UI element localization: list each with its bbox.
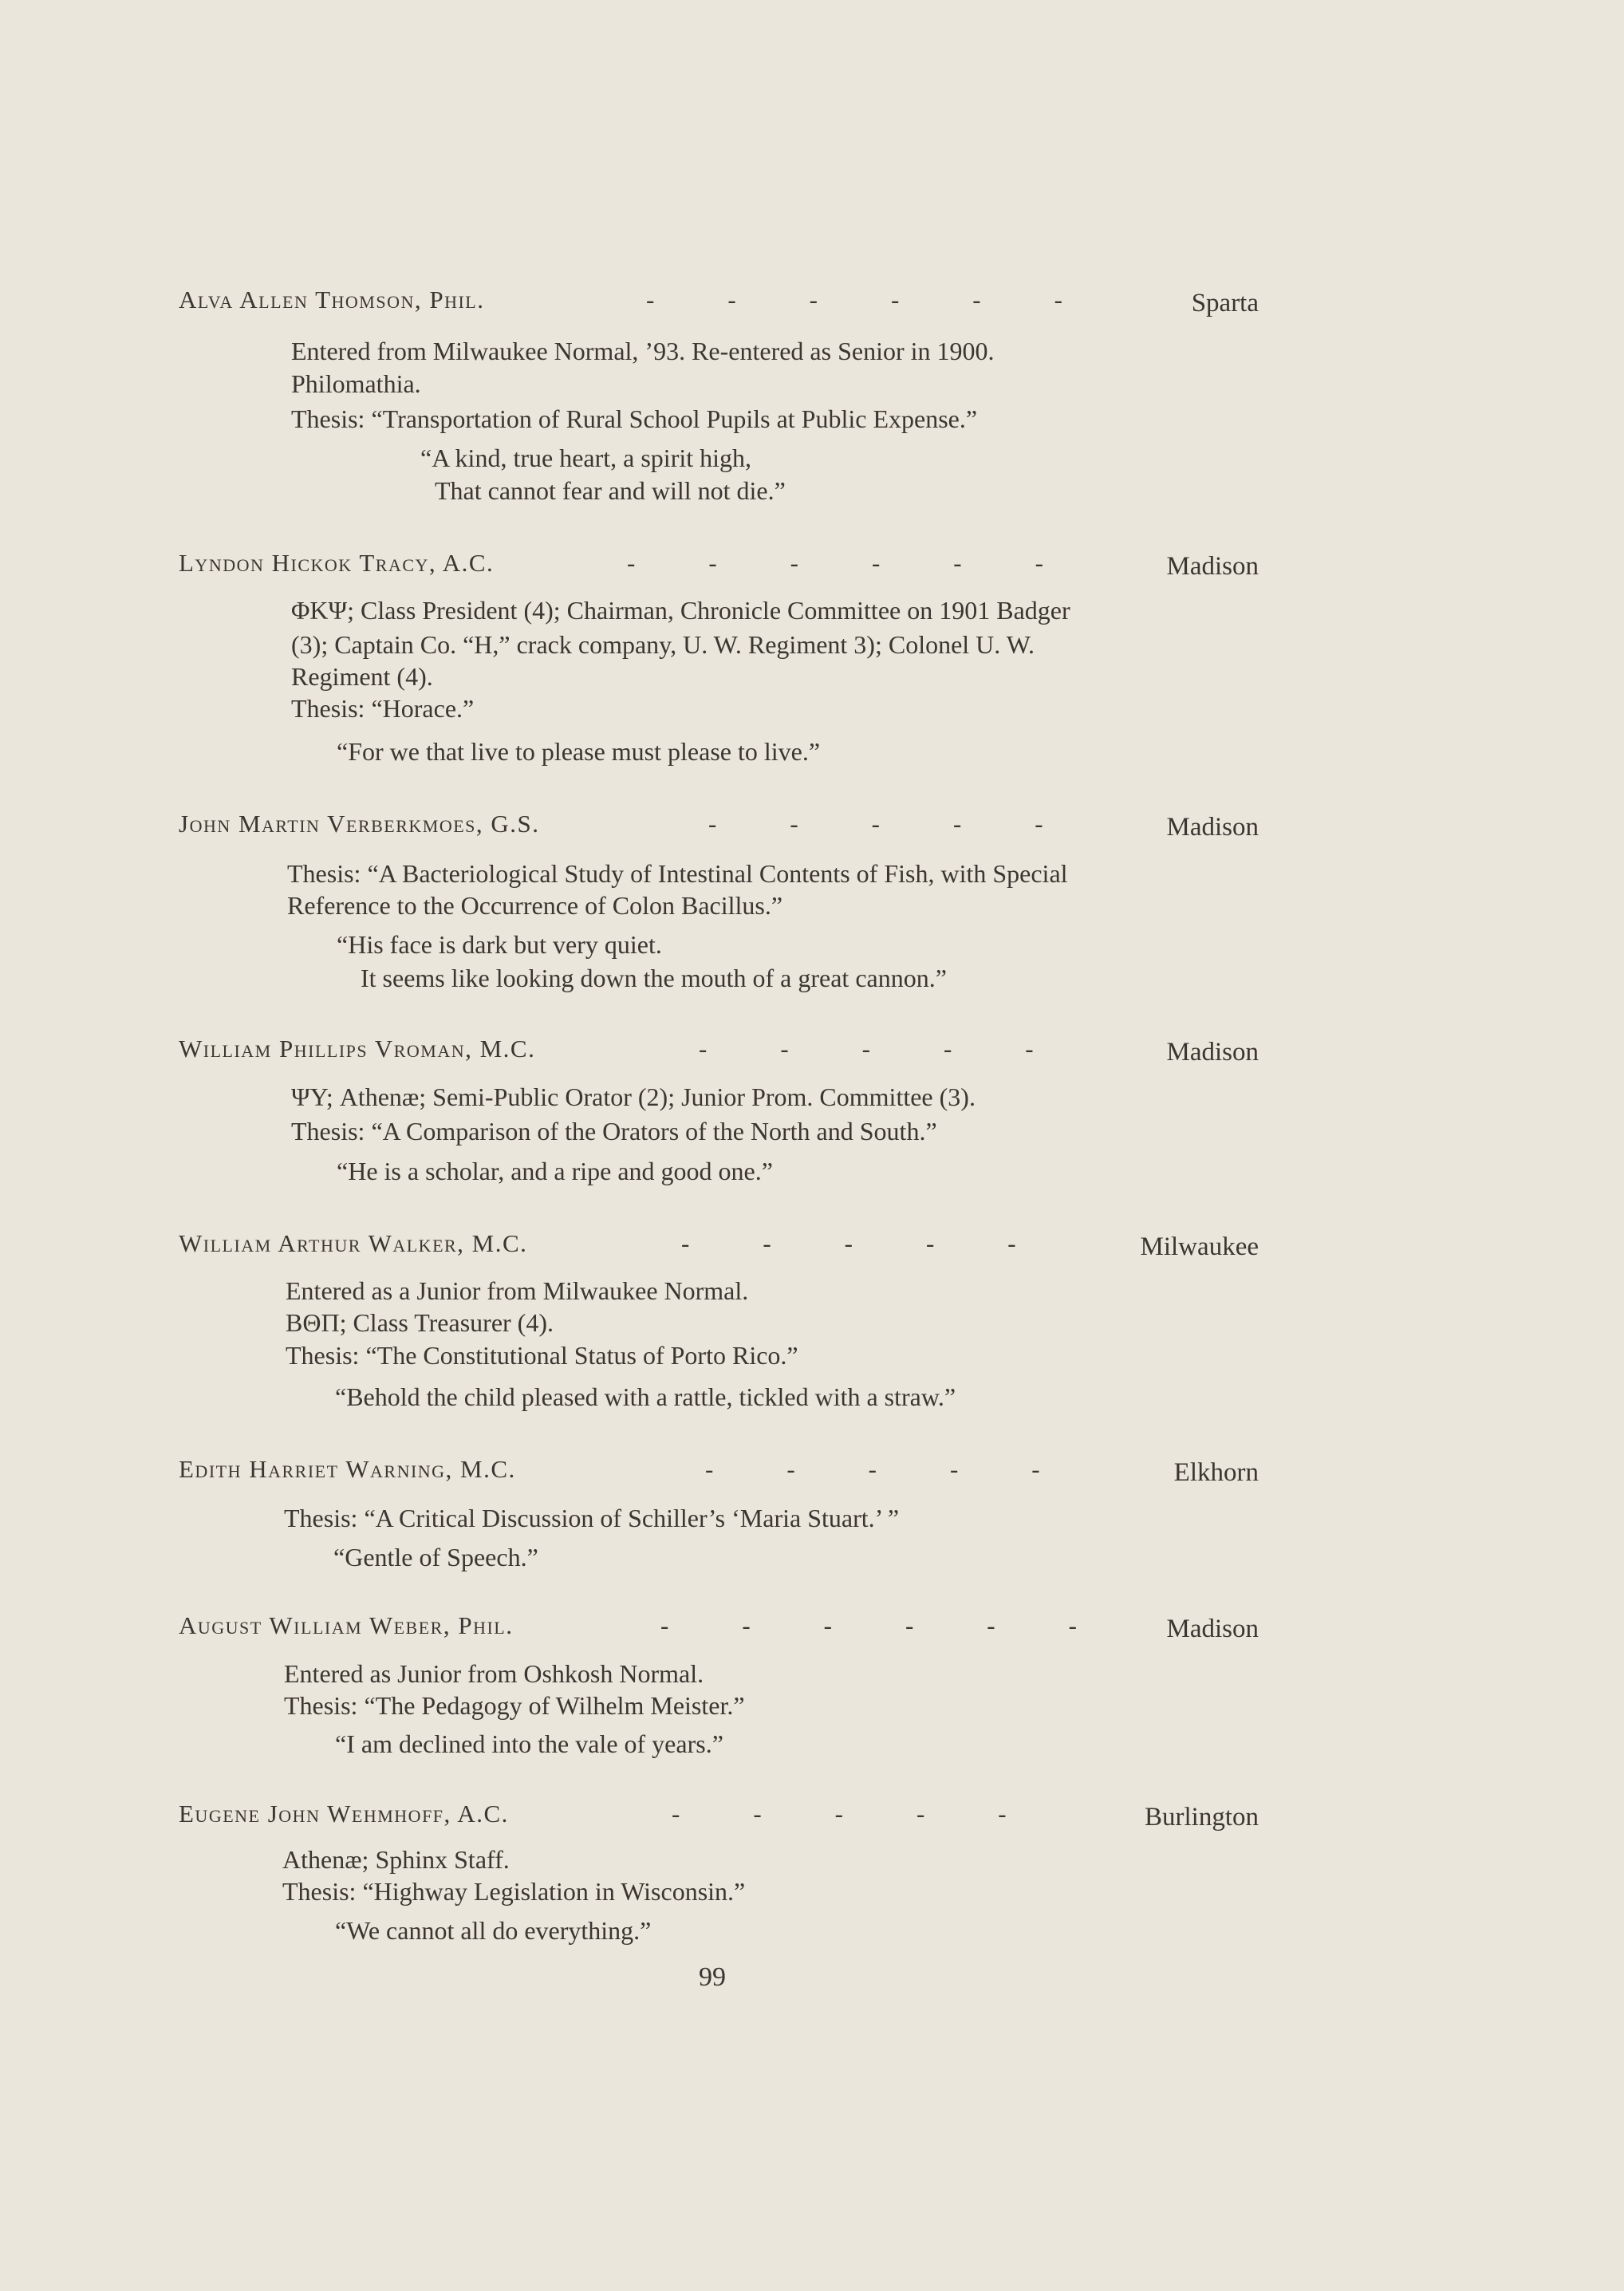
entry-quote: “Behold the child pleased with a rattle, tickled with a straw.” bbox=[335, 1382, 956, 1411]
thesis-line: Reference to the Occurrence of Colon Bacillus.” bbox=[287, 891, 783, 920]
hometown: Madison bbox=[1166, 813, 1259, 842]
leader-dashes: ----- bbox=[699, 1035, 1107, 1063]
entry-heading bbox=[179, 1800, 1259, 1840]
hometown: Madison bbox=[1166, 1038, 1259, 1067]
student-name: Alva Allen Thomson, Phil. bbox=[179, 286, 485, 313]
student-name: August William Weber, Phil. bbox=[179, 1611, 514, 1639]
entry-quote: “He is a scholar, and a ripe and good one.” bbox=[337, 1157, 773, 1185]
entry-quote: “Gentle of Speech.” bbox=[333, 1543, 538, 1571]
hometown: Madison bbox=[1166, 552, 1259, 581]
entry-line: Athenæ; Sphinx Staff. bbox=[282, 1845, 510, 1874]
student-name: Eugene John Wehmhoff, A.C. bbox=[179, 1800, 509, 1828]
entry-line: ΦΚΨ; Class President (4); Chairman, Chronicle Committee on 1901 Badger bbox=[291, 596, 1070, 625]
hometown: Madison bbox=[1166, 1615, 1259, 1643]
student-name: William Phillips Vroman, M.C. bbox=[179, 1035, 536, 1063]
entry-heading bbox=[179, 549, 1259, 589]
entry-quote: “His face is dark but very quiet. bbox=[337, 930, 662, 959]
entry-line: ΒΘΠ; Class Treasurer (4). bbox=[286, 1308, 554, 1337]
entry-quote: “For we that live to please must please to live.” bbox=[337, 737, 821, 766]
leader-dashes: ----- bbox=[672, 1800, 1080, 1828]
hometown: Milwaukee bbox=[1140, 1232, 1259, 1261]
entry-heading bbox=[179, 286, 1259, 325]
leader-dashes: ----- bbox=[681, 1229, 1090, 1257]
hometown: Sparta bbox=[1191, 289, 1259, 317]
thesis-line: Thesis: “Transportation of Rural School Pupils at Public Expense.” bbox=[291, 404, 978, 433]
thesis-line: Thesis: “A Bacteriological Study of Intestinal Contents of Fish, with Special bbox=[287, 859, 1068, 888]
leader-dashes: ------ bbox=[627, 549, 1117, 577]
entry-quote: It seems like looking down the mouth of a great cannon.” bbox=[361, 964, 947, 992]
entry-quote: “A kind, true heart, a spirit high, bbox=[420, 444, 752, 472]
student-name: William Arthur Walker, M.C. bbox=[179, 1229, 528, 1257]
entry-line: (3); Captain Co. “H,” crack company, U. W. Regiment 3); Colonel U. W. bbox=[291, 630, 1035, 659]
entry-line: ΨΥ; Athenæ; Semi-Public Orator (2); Junior Prom. Committee (3). bbox=[291, 1082, 976, 1111]
entry-quote: That cannot fear and will not die.” bbox=[435, 476, 786, 505]
hometown: Elkhorn bbox=[1173, 1458, 1259, 1487]
student-name: Edith Harriet Warning, M.C. bbox=[179, 1455, 516, 1483]
entry-quote: “We cannot all do everything.” bbox=[335, 1916, 652, 1945]
entry-line: Entered from Milwaukee Normal, ’93. Re-entered as Senior in 1900. bbox=[291, 337, 995, 365]
thesis-line: Thesis: “Horace.” bbox=[291, 694, 475, 723]
student-name: John Martin Verberkmoes, G.S. bbox=[179, 810, 540, 838]
entry-heading bbox=[179, 810, 1259, 850]
hometown: Burlington bbox=[1144, 1803, 1259, 1832]
entry-line: Philomathia. bbox=[291, 369, 421, 398]
leader-dashes: ----- bbox=[708, 810, 1117, 838]
thesis-line: Thesis: “A Critical Discussion of Schiller’s ‘Maria Stuart.’ ” bbox=[284, 1504, 900, 1532]
entry-line: Regiment (4). bbox=[291, 662, 433, 691]
entry-heading bbox=[179, 1229, 1259, 1269]
thesis-line: Thesis: “The Constitutional Status of Porto Rico.” bbox=[286, 1341, 798, 1370]
leader-dashes: ------ bbox=[646, 286, 1136, 313]
entry-heading bbox=[179, 1611, 1259, 1651]
thesis-line: Thesis: “The Pedagogy of Wilhelm Meister.” bbox=[284, 1691, 745, 1720]
page-number: 99 bbox=[699, 1962, 726, 1992]
thesis-line: Thesis: “A Comparison of the Orators of the North and South.” bbox=[291, 1117, 937, 1146]
student-name: Lyndon Hickok Tracy, A.C. bbox=[179, 549, 495, 577]
leader-dashes: ----- bbox=[705, 1455, 1114, 1483]
thesis-line: Thesis: “Highway Legislation in Wisconsin.” bbox=[282, 1877, 746, 1906]
entry-line: Entered as Junior from Oshkosh Normal. bbox=[284, 1659, 704, 1688]
entry-heading bbox=[179, 1455, 1259, 1495]
entry-heading bbox=[179, 1035, 1259, 1075]
entry-line: Entered as a Junior from Milwaukee Normal. bbox=[286, 1276, 749, 1305]
entry-quote: “I am declined into the vale of years.” bbox=[335, 1729, 723, 1758]
leader-dashes: ------ bbox=[660, 1611, 1150, 1639]
